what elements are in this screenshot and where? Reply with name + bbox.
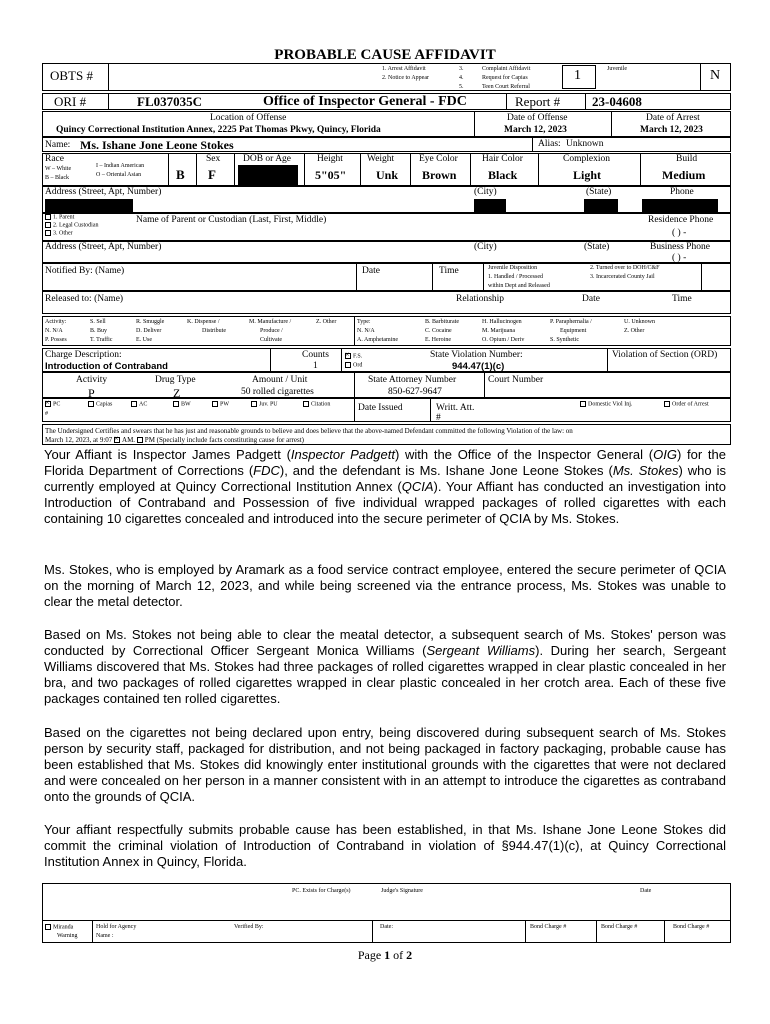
height-label: Height bbox=[317, 154, 343, 164]
affidavit-type-value: 1 bbox=[574, 68, 581, 83]
counts-label: Counts bbox=[302, 350, 329, 360]
citation-checkbox[interactable]: Citation bbox=[303, 401, 330, 408]
complexion-label: Complexion bbox=[563, 154, 610, 164]
narrative-paragraph-4: Based on the cigarettes not being declared upon entry, being discovered during subsequent search of Ms. Stokes person by security staff, packaged for distribution, and not being packaged in factory packaging, probable cause has been established that Ms. Stokes did knowingly enter institutional grounds with the cigarettes that were not declared and were concealed on her person in a manner consistent with in an attempt to introduce the cigarettes as contraband onto the grounds of QCIA. bbox=[44, 725, 726, 804]
narrative-paragraph-2: Ms. Stokes, who is employed by Aramark as a food service contract employee, entered the secure perimeter of QCIA on the morning of March 12, 2023, and while being screened via the entrance process, Ms. Stokes was unable to clear the metal detector. bbox=[44, 562, 726, 609]
relationship-label: Relationship bbox=[456, 294, 505, 304]
form-title: PROBABLE CAUSE AFFIDAVIT bbox=[274, 47, 496, 63]
residence-phone-value: ( ) - bbox=[672, 228, 687, 238]
sex-label: Sex bbox=[206, 154, 221, 164]
juv-pu-checkbox[interactable]: Juv. PU bbox=[251, 401, 278, 408]
complexion-value: Light bbox=[573, 168, 602, 182]
option-arrest: 1. Arrest Affidavit bbox=[382, 66, 426, 72]
offense-date-value: March 12, 2023 bbox=[504, 125, 567, 135]
drug-type-label: Drug Type bbox=[155, 375, 196, 385]
certification-line2: March 12, 2023, at 9:07 × AM. PM (Specially include facts constituting cause for arrest) bbox=[45, 436, 304, 444]
activity-label: Activity bbox=[76, 375, 108, 385]
state-attorney-value: 850-627-9647 bbox=[388, 387, 442, 397]
page-number: Page 1 of 2 bbox=[357, 948, 413, 962]
phone-label: Phone bbox=[670, 187, 694, 197]
race-value: B bbox=[176, 167, 185, 182]
defendant-name: Ms. Ishane Jone Leone Stokes bbox=[80, 138, 234, 152]
state-label: (State) bbox=[586, 187, 612, 197]
capias-checkbox[interactable]: Capias bbox=[88, 401, 112, 408]
alias-value: Unknown bbox=[566, 139, 604, 149]
address-redaction bbox=[45, 199, 133, 212]
phone-redaction bbox=[642, 199, 718, 212]
address-label: Address (Street, Apt, Number) bbox=[45, 187, 162, 197]
report-value: 23-04608 bbox=[592, 94, 642, 109]
drug-type-value: Z bbox=[173, 386, 181, 400]
notified-by-label: Notified By: (Name) bbox=[45, 266, 125, 276]
parent-option-1[interactable]: 1. Parent bbox=[45, 214, 74, 221]
eye-color-label: Eye Color bbox=[419, 154, 458, 164]
activity-value: P bbox=[88, 386, 95, 400]
parent-name-label: Name of Parent or Custodian (Last, First, Middle) bbox=[136, 215, 327, 225]
counts-value: 1 bbox=[313, 361, 318, 371]
ori-label: ORI # bbox=[54, 94, 87, 109]
order-arrest-checkbox[interactable]: Order of Arrest bbox=[664, 401, 709, 408]
court-number-label: Court Number bbox=[488, 375, 544, 385]
height-value: 5"05" bbox=[315, 168, 347, 182]
city2-label: (City) bbox=[474, 242, 497, 252]
certification-line1: The Undersigned Certifies and swears that he has just and reasonable grounds to believe and does believe that the above-named Defendant committed the following Violation of the law: on bbox=[45, 427, 573, 435]
build-value: Medium bbox=[662, 168, 706, 182]
offense-date-label: Date of Offense bbox=[507, 113, 568, 123]
weight-label: Weight bbox=[367, 154, 395, 164]
bw-checkbox[interactable]: BW bbox=[173, 401, 191, 408]
obts-label: OBTS # bbox=[50, 68, 93, 83]
miranda-checkbox[interactable]: Miranda bbox=[45, 924, 73, 931]
dob-redaction bbox=[238, 165, 298, 185]
narrative-paragraph-5: Your affiant respectfully submits probable cause has been established, in that Ms. Ishane Jone Leone Stokes did commit the criminal violation of Introduction of Contraband in violation of §944.47(1)(c), at Quincy Correctional Institution Annex in Quincy, Florida. bbox=[44, 822, 726, 869]
juvenile-disposition-label: Juvenile Disposition bbox=[488, 265, 538, 271]
parent-option-3[interactable]: 3. Other bbox=[45, 230, 73, 237]
hold-for-agency-label: Hold for Agency bbox=[96, 924, 137, 930]
narrative-paragraph-3: Based on Ms. Stokes not being able to clear the meatal detector, a subsequent search of Ms. Stokes' person was conducted by Correctional Officer Sergeant Monica Williams (Sergeant Williams). During her search, Sergeant Williams discovered that Ms. Stokes had three packages of rolled cigarettes wrapped in clear plastic concealed in her bra, and two packages of rolled cigarettes wrapped in clear plastic concealed in her crotch area. Each of these five packages contained ten rolled cigarettes. bbox=[44, 627, 726, 706]
ac-checkbox[interactable]: AC bbox=[131, 401, 147, 408]
business-phone-label: Business Phone bbox=[650, 242, 710, 252]
name-label: Name: bbox=[45, 140, 71, 150]
bond-charge-1: Bond Charge # bbox=[530, 924, 567, 930]
bond-charge-2: Bond Charge # bbox=[601, 924, 638, 930]
pw-checkbox[interactable]: PW bbox=[212, 401, 229, 408]
domestic-viol-checkbox[interactable]: Domestic Viol Inj. bbox=[580, 401, 632, 408]
hair-color-value: Black bbox=[488, 168, 518, 182]
juvenile-label: Juvenile bbox=[607, 66, 627, 72]
dob-label: DOB or Age bbox=[243, 154, 292, 164]
race-label: Race bbox=[45, 154, 64, 164]
option-notice: 2. Notice to Appear bbox=[382, 75, 429, 81]
agency-name: Office of Inspector General - FDC bbox=[263, 94, 467, 109]
arrest-date-value: March 12, 2023 bbox=[640, 125, 703, 135]
fs-checkbox[interactable]: ×F.S. bbox=[345, 353, 362, 360]
judge-date-label: Date bbox=[640, 888, 652, 894]
option-complaint: Complaint Affidavit bbox=[482, 66, 531, 72]
date-issued-label: Date Issued bbox=[358, 403, 403, 413]
released-date-label: Date bbox=[582, 294, 600, 304]
writ-label: Writt. Att. bbox=[436, 403, 475, 413]
charge-description-label: Charge Description: bbox=[45, 350, 122, 360]
residence-phone-label: Residence Phone bbox=[648, 215, 714, 225]
notified-date-label: Date bbox=[362, 266, 380, 276]
state2-label: (State) bbox=[584, 242, 610, 252]
statute-label: State Violation Number: bbox=[430, 350, 523, 360]
option-capias: Request for Capias bbox=[482, 75, 528, 81]
amount-value: 50 rolled cigarettes bbox=[241, 387, 314, 397]
alias-label: Alias: bbox=[538, 139, 561, 149]
released-time-label: Time bbox=[672, 294, 692, 304]
released-to-label: Released to: (Name) bbox=[45, 294, 124, 304]
location-label: Location of Offense bbox=[210, 113, 287, 123]
statute-value: 944.47(1)(c) bbox=[452, 361, 505, 372]
state-attorney-label: State Attorney Number bbox=[368, 375, 457, 385]
pc-checkbox[interactable]: ×PC bbox=[45, 401, 60, 408]
address2-label: Address (Street, Apt, Number) bbox=[45, 242, 162, 252]
sex-value: F bbox=[208, 167, 216, 182]
parent-option-2[interactable]: 2. Legal Custodian bbox=[45, 222, 99, 229]
city-label: (City) bbox=[474, 187, 497, 197]
verified-by-label: Verified By: bbox=[234, 924, 264, 930]
released-row bbox=[42, 291, 731, 314]
section-label: Violation of Section (ORD) bbox=[612, 350, 718, 360]
arrest-date-label: Date of Arrest bbox=[646, 113, 700, 123]
city-redaction bbox=[474, 199, 506, 212]
hair-color-label: Hair Color bbox=[482, 154, 523, 164]
bond-charge-3: Bond Charge # bbox=[673, 924, 710, 930]
ord-checkbox[interactable]: Ord bbox=[345, 362, 362, 369]
notified-time-label: Time bbox=[439, 266, 459, 276]
judge-signature-label[interactable]: Judge's Signature bbox=[381, 888, 423, 894]
narrative-paragraph-1: Your Affiant is Inspector James Padgett (Inspector Padgett) with the Office of the Inspector General (OIG) for the Florida Department of Corrections (FDC), and the defendant is Ms. Ishane Jone Leone Stokes (Ms. Stokes) who is currently employed at Quincy Correctional Institution Annex (QCIA). Your Affiant has conducted an investigation into Introduction of Contraband and Possession of five individual wrapped packages of rolled cigarettes with each containing 10 cigarettes concealed and introduced into the secure perimeter of QCIA by Ms. Stokes. bbox=[44, 447, 726, 526]
juvenile-value: N bbox=[710, 68, 721, 83]
build-label: Build bbox=[676, 154, 698, 164]
charge-description-value: Introduction of Contraband bbox=[45, 361, 168, 372]
amount-label: Amount / Unit bbox=[252, 375, 308, 385]
pc-exists-label: PC. Exists for Charge(s) bbox=[292, 888, 351, 894]
ori-value: FL037035C bbox=[137, 94, 202, 109]
location-value: Quincy Correctional Institution Annex, 2225 Pat Thomas Pkwy, Quincy, Florida bbox=[56, 125, 381, 135]
eye-color-value: Brown bbox=[422, 168, 457, 182]
option-teen-court: Teen Court Referral bbox=[482, 84, 530, 90]
state-redaction bbox=[584, 199, 618, 212]
weight-value: Unk bbox=[376, 168, 399, 182]
business-phone-value: ( ) - bbox=[672, 253, 687, 263]
report-label: Report # bbox=[515, 94, 561, 109]
footer-date-label: Date: bbox=[380, 924, 393, 930]
